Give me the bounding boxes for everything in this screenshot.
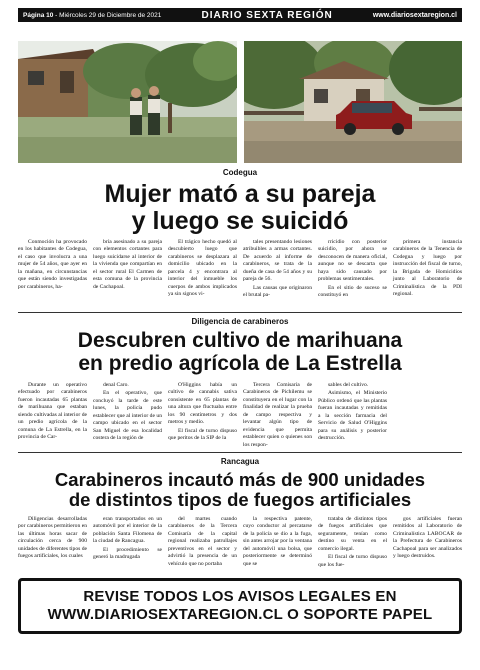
paragraph: El fiscal de turno dispuso que peritos de la SIP de la <box>168 427 237 442</box>
article2-column <box>18 382 87 449</box>
paragraph: la respectiva patente, cuyo conductor al percatarse de la policía se dio a la fuga, sin antes arrojar por la ventana del automóvil una bolsa, que posteriormente se determinó que se <box>243 516 312 567</box>
paragraph: El fiscal de turno dispuso que los fue- <box>318 554 387 568</box>
article3-column <box>168 516 237 569</box>
article2-column <box>393 382 462 449</box>
page-header-bar <box>18 8 462 22</box>
article1-column <box>93 239 162 300</box>
photo-house-car <box>244 41 462 163</box>
article1-kicker: Codegua <box>222 168 258 177</box>
paragraph: En el operativo, que concluyó la tarde de este lunes, la policía pudo establecer que al interior de un campo ubicado en el sector San Miguel de esa localidad costera de la región de <box>93 390 162 442</box>
article2-column <box>318 382 387 449</box>
article1-column <box>318 239 387 300</box>
article1-headline: Mujer mató a su pareja y luego se suicidó <box>104 180 376 235</box>
paragraph: sables del cultivo. <box>328 382 369 388</box>
article2-kicker: Diligencia de carabineros <box>191 317 289 326</box>
paragraph: Conmoción ha provocado en los habitantes de Codegua, el caso que involucra a una mujer de 54 años, que ayer en la mañana, en circunstancias que están siendo investigadas por carabineros, ha- <box>18 239 87 290</box>
article3-column <box>318 516 387 569</box>
paragraph: Durante un operativo efectuado por carabineros fueron incautadas 65 plantas de marihuana que estaban siendo cultivadas al interior de un predio agrícola de la comuna de La Estrella, en la provincia de Car- <box>18 382 87 441</box>
masthead-title: DIARIO SEXTA REGIÓN <box>201 9 333 21</box>
article2-column <box>243 382 312 449</box>
article3-column <box>393 516 462 569</box>
paragraph: Las causas que originaron el brutal pa- <box>243 284 312 299</box>
paragraph: Asimismo, el Ministerio Público ordenó que las plantas fueran incautadas y remitidas a la sección farmacia del Servicio de Salud O'Higgins para su análisis y posterior destrucción. <box>318 390 387 442</box>
paragraph: tales presentando lesiones atribuibles a armas cortantes. De acuerdo al informe de carabineros, se trata de la dueña de casa de 54 años y su pareja de 56. <box>243 239 312 283</box>
paragraph: trataba de distintos tipos de fuegos artificiales que seguramente, tenían como destino su venta en el comercio ilegal. <box>318 516 387 552</box>
legal-notices-banner: REVISE TODOS LOS AVISOS LEGALES EN WWW.DIARIOSEXTAREGION.CL O SOPORTE PAPEL <box>18 578 462 634</box>
paragraph: Tercera Comisaría de Carabineros de Pichilemu se constituyera en el lugar con la finalidad de realizar la prueba de campo respectiva y levantar algún tipo de evidencia que permita establecer quien o quienes son los respon- <box>243 382 312 448</box>
paragraph: En el sitio de suceso se constituyó en <box>318 284 387 299</box>
article3-headline: Carabineros incautó más de 900 unidades de distintos tipos de fuegos artificiales <box>54 469 426 510</box>
website-url: www.diariosextaregion.cl <box>372 11 457 19</box>
paragraph: Diligencias desarrolladas por carabineros permitieron en las últimas horas sacar de circulación cerca de 900 unidades de diferentes tipos de fuegos artificiales, los cuales <box>18 516 87 560</box>
paragraph: primera instancia carabineros de la Tenencia de Codegua y luego por instrucción del fiscal de turno, la Brigada de Homicidios junto al Laboratorio de Criminalística de la PDI regional. <box>393 239 462 298</box>
article3-body <box>18 516 462 569</box>
article2-body <box>18 382 462 449</box>
page-info: Página 10 - Miércoles 29 de Diciembre de 2021 <box>23 11 162 19</box>
paragraph: bría asesinado a su pareja con elementos cortantes para luego suicidarse al interior de la vivienda que compartían en el sector rural El Carmen de esta comuna de la provincia de Cachapoal. <box>93 239 162 290</box>
article3-column <box>243 516 312 569</box>
article1-column <box>18 239 87 300</box>
paragraph: rricidio con posterior suicidio, por ahora se desconocen de manera oficial, aunque no se descarta que haya sido causado por problemas sentimentales. <box>318 239 387 283</box>
paragraph: denal Caro. <box>103 382 129 388</box>
paragraph: El trágico hecho quedó al descubierto luego que carabineros se desplazara al domicilio ubicado en la parcela 4 y encontrara al interior del inmueble los cuerpos de ambos implicados ya sin signos vi- <box>168 239 237 298</box>
paragraph: El procedimiento se generó la madrugada <box>93 546 162 561</box>
article2-headline: Descubren cultivo de marihuana en predio agrícola de La Estrella <box>77 329 403 375</box>
article1-column <box>243 239 312 300</box>
article1-column <box>393 239 462 300</box>
article1-column <box>168 239 237 300</box>
paragraph: del martes cuando carabineros de la Tercera Comisaría de la capital regional realizaba patrullajes preventivos en el sector y advirtió la presencia de un vehículo que no portaba <box>168 516 237 567</box>
article3-kicker: Rancagua <box>220 457 260 466</box>
article3-column <box>93 516 162 569</box>
paragraph: gos artificiales fueran remitidos al Laboratorio de Criminalística LABOCAR de la Prefectura de Carabineros Cachapoal para ser analizados y luego destruidos. <box>393 516 462 560</box>
section-divider <box>18 312 462 313</box>
article3-column <box>18 516 87 569</box>
article2-column <box>93 382 162 449</box>
photo-carabineros-yard <box>18 41 237 163</box>
article1-body <box>18 239 462 300</box>
section-divider <box>18 452 462 453</box>
article2-column <box>168 382 237 449</box>
paragraph: eran transportados en un automóvil por el interior de la población Santa Filomena de la ciudad de Rancagua. <box>93 516 162 545</box>
paragraph: O'Higgins había un cultivo de cannabis sativa consistente en 65 plantas de una altura que fluctuaba entre los 90 centímetros y dos metros y medio. <box>168 382 237 426</box>
